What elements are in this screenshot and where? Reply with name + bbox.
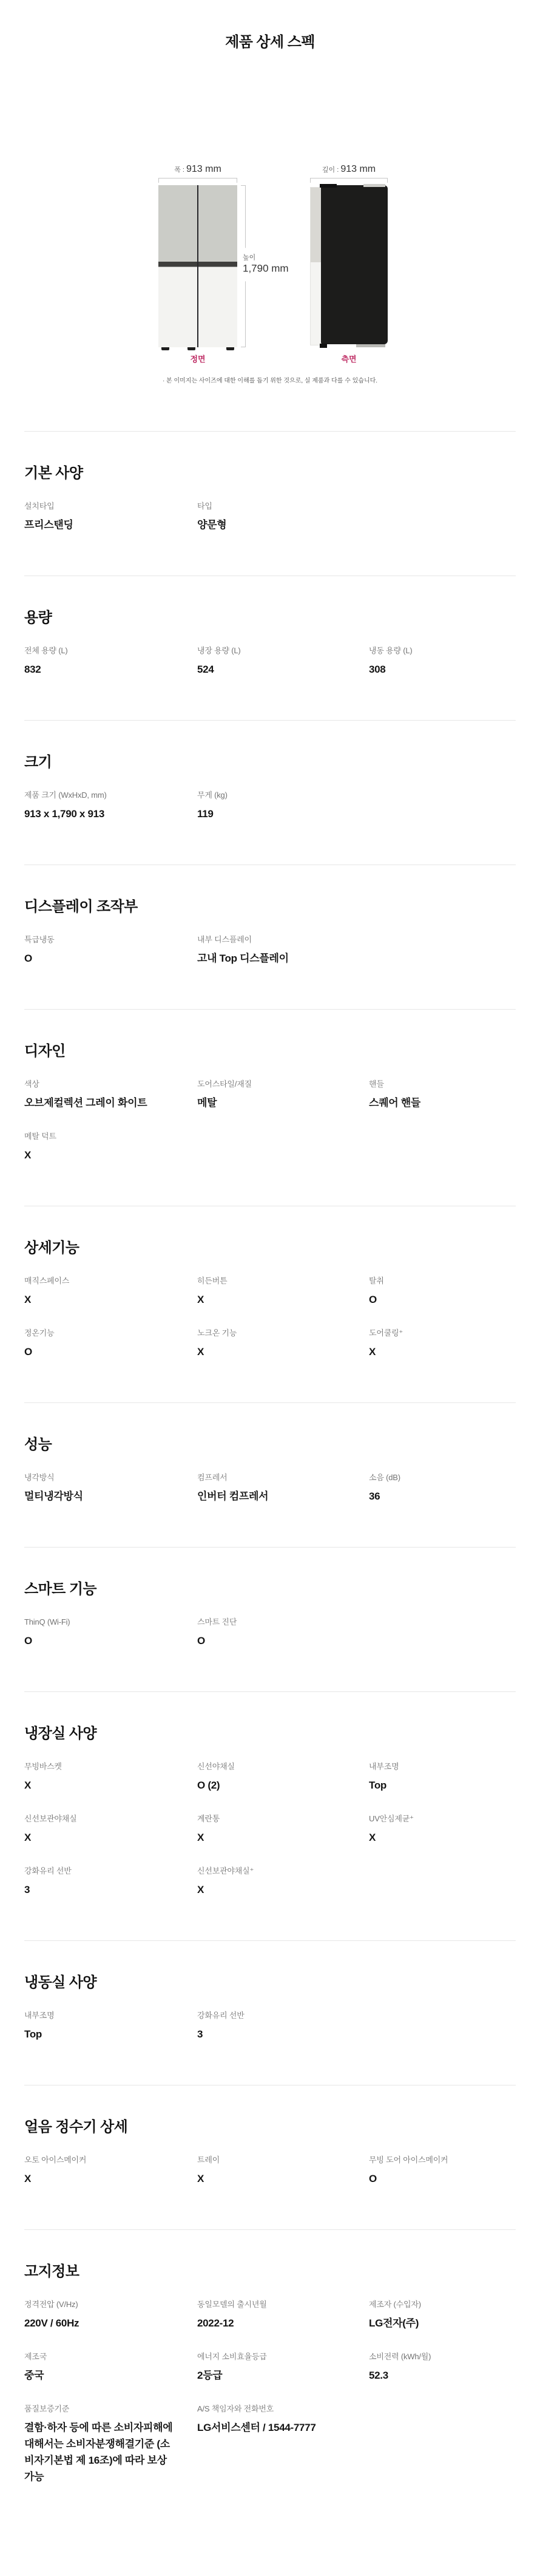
spec-item: [24, 1276, 197, 1308]
spec-value: LG서비스센터 / 1544-7777: [197, 2422, 316, 2433]
spec-value: X: [24, 1779, 32, 1791]
spec-label: 스마트 진단: [197, 1617, 237, 1626]
spec-value: 36: [369, 1490, 380, 1502]
spec-value: X: [24, 1832, 32, 1843]
spec-item: [197, 1762, 369, 1793]
spec-item: [24, 1762, 197, 1793]
width-dimension-label: [158, 163, 237, 176]
spec-item: [24, 2352, 197, 2384]
spec-item: [24, 935, 197, 967]
spec-item: [369, 646, 516, 678]
spec-value: O: [24, 953, 32, 964]
section-rows: [24, 2300, 516, 2485]
spec-item: [369, 1473, 516, 1504]
spec-item: [197, 1079, 369, 1111]
spec-value: 중국: [24, 2370, 44, 2381]
spec-section: [24, 1009, 516, 1206]
spec-row: [24, 2404, 516, 2485]
spec-label: ThinQ (Wi-Fi): [24, 1617, 70, 1626]
spec-row: [24, 1617, 516, 1649]
section-title: 냉동실 사양: [24, 1974, 96, 1991]
section-title: 성능: [24, 1436, 52, 1453]
spec-item: [197, 935, 369, 967]
spec-label: 계란통: [197, 1814, 220, 1823]
spec-value: 52.3: [369, 2370, 388, 2381]
side-image: [310, 185, 388, 347]
spec-item: [24, 1473, 197, 1504]
spec-item: [24, 790, 197, 822]
spec-value: 3: [197, 2028, 203, 2040]
spec-value: 결함·하자 등에 따른 소비자피해에 대해서는 소비자분쟁해결기준 (소비자기본법 제 16조)에 따라 보상 가능: [24, 2422, 173, 2483]
section-rows: [24, 1473, 516, 1504]
spec-row: [24, 1276, 516, 1308]
spec-item: [369, 1328, 516, 1360]
spec-value: 양문형: [197, 519, 227, 531]
side-caption: 측면: [341, 355, 357, 364]
section-rows: [24, 790, 516, 822]
section-title: 고지정보: [24, 2263, 79, 2280]
spec-label: 내부조명: [24, 2011, 55, 2020]
spec-row: [24, 646, 516, 678]
spec-item: [369, 2300, 516, 2331]
section-title: 용량: [24, 610, 52, 626]
spec-value: 멀티냉각방식: [24, 1490, 83, 1502]
spec-value: X: [197, 1294, 204, 1305]
spec-item: [197, 501, 369, 533]
spec-label: 무빙바스켓: [24, 1762, 62, 1771]
spec-label: A/S 책임자와 전화번호: [197, 2404, 274, 2413]
spec-value: X: [24, 2173, 32, 2184]
spec-label: 품질보증기준: [24, 2404, 70, 2413]
spec-value: 인버터 컴프레서: [197, 1490, 269, 1502]
figures: [0, 163, 540, 364]
spec-label: 강화유리 선반: [24, 1866, 72, 1875]
front-foot-center: [187, 347, 195, 350]
spec-item: [197, 2155, 369, 2187]
spec-item: [197, 1866, 369, 1898]
depth-dimension-line: [310, 178, 388, 183]
front-figure: [158, 163, 289, 364]
spec-label: 소음 (dB): [369, 1473, 400, 1482]
size-diagram: [0, 163, 540, 385]
spec-row: [24, 1762, 516, 1793]
width-dimension-line: [158, 178, 237, 183]
spec-row: [24, 2352, 516, 2384]
spec-value: X: [369, 1346, 376, 1358]
spec-row: [24, 2300, 516, 2331]
front-door-split-line: [197, 185, 198, 347]
front-foot-right: [226, 347, 234, 350]
spec-value: 프리스탠딩: [24, 519, 73, 531]
spec-label: 설치타입: [24, 501, 55, 511]
spec-value: 220V / 60Hz: [24, 2317, 79, 2329]
spec-value: X: [197, 1346, 204, 1358]
spec-section: [24, 1206, 516, 1402]
spec-label: 제품 크기 (WxHxD, mm): [24, 790, 107, 800]
spec-value: X: [197, 1832, 204, 1843]
spec-label: 트레이: [197, 2155, 220, 2164]
section-rows: [24, 1079, 516, 1163]
side-top-notch: [320, 184, 337, 188]
spec-item: [197, 2404, 369, 2485]
spec-label: 메탈 덕트: [24, 1132, 56, 1141]
spec-section: [24, 576, 516, 720]
section-rows: [24, 646, 516, 678]
spec-row: [24, 1473, 516, 1504]
spec-label: 정격전압 (V/Hz): [24, 2300, 78, 2309]
spec-value: 2등급: [197, 2370, 223, 2381]
spec-item: [369, 2352, 516, 2384]
spec-item: [24, 646, 197, 678]
spec-value: X: [197, 1884, 204, 1895]
side-wheel: [320, 344, 327, 348]
spec-item: [24, 2011, 197, 2042]
page-title: 제품 상세 스펙: [225, 34, 315, 50]
spec-section: [24, 1547, 516, 1691]
spec-label: 타입: [197, 501, 212, 511]
section-title: 크기: [24, 754, 52, 770]
spec-section: [24, 865, 516, 1009]
spec-item: [197, 790, 369, 822]
spec-value: Top: [24, 2028, 42, 2040]
spec-value: O: [24, 1346, 32, 1358]
spec-item: [24, 2300, 197, 2331]
side-hinge: [363, 184, 385, 187]
spec-value: 스퀘어 핸들: [369, 1097, 421, 1109]
section-title: 스마트 기능: [24, 1581, 96, 1597]
spec-label: 에너지 소비효율등급: [197, 2352, 267, 2361]
spec-item: [369, 1276, 516, 1308]
spec-label: 신선야채실: [197, 1762, 235, 1771]
size-disclaimer: · 본 이미지는 사이즈에 대한 이해를 돕기 위한 것으로, 실 제품과 다를 수 있습니다.: [162, 378, 378, 384]
spec-label: 신선보관야채실: [24, 1814, 77, 1823]
spec-value: O (2): [197, 1779, 220, 1791]
front-caption: 정면: [190, 355, 206, 364]
spec-label: 도어스타일/재질: [197, 1079, 252, 1089]
spec-item: [369, 2155, 516, 2187]
spec-sections: [0, 431, 540, 2576]
spec-row: [24, 1814, 516, 1846]
spec-section: [24, 2229, 516, 2576]
spec-item: [369, 1762, 516, 1793]
section-title: 냉장실 사양: [24, 1725, 96, 1742]
spec-item: [197, 646, 369, 678]
spec-item: [24, 1617, 197, 1649]
side-figure: [310, 163, 388, 364]
spec-row: [24, 501, 516, 533]
spec-label: 제조자 (수입자): [369, 2300, 421, 2309]
spec-item: [24, 1328, 197, 1360]
spec-value: X: [369, 1832, 376, 1843]
depth-dimension-prefix: 깊이 :: [322, 166, 341, 174]
spec-item: [24, 501, 197, 533]
height-dimension-value: 1,790 mm: [243, 262, 289, 274]
section-rows: [24, 2155, 516, 2187]
width-dimension-value: 913 mm: [186, 164, 221, 174]
spec-label: 노크온 기능: [197, 1328, 237, 1337]
spec-label: 매직스페이스: [24, 1276, 70, 1285]
spec-label: 무게 (kg): [197, 790, 228, 800]
side-base: [356, 344, 385, 347]
spec-label: 핸들: [369, 1079, 384, 1089]
spec-value: Top: [369, 1779, 386, 1791]
spec-label: 내부 디스플레이: [197, 935, 252, 944]
spec-section: [24, 1402, 516, 1547]
spec-label: 내부조명: [369, 1762, 399, 1771]
spec-label: 냉동 용량 (L): [369, 646, 413, 655]
spec-row: [24, 935, 516, 967]
spec-label: 색상: [24, 1079, 39, 1089]
spec-value: X: [24, 1149, 32, 1161]
spec-value: X: [24, 1294, 32, 1305]
spec-value: 308: [369, 664, 386, 675]
spec-value: 고내 Top 디스플레이: [197, 953, 289, 964]
spec-row: [24, 1132, 516, 1163]
height-dimension-label: [241, 248, 291, 282]
front-foot-left: [161, 347, 169, 350]
section-rows: [24, 1276, 516, 1360]
depth-dimension-value: 913 mm: [340, 164, 376, 174]
spec-section: [24, 1940, 516, 2085]
spec-row: [24, 2011, 516, 2042]
spec-label: UV안심제균⁺: [369, 1814, 414, 1823]
spec-label: 히든버튼: [197, 1276, 228, 1285]
section-title: 얼음 정수기 상세: [24, 2119, 128, 2135]
spec-item: [369, 1814, 516, 1846]
spec-label: 냉장 용량 (L): [197, 646, 241, 655]
spec-item: [197, 1328, 369, 1360]
spec-label: 컴프레서: [197, 1473, 228, 1482]
spec-section: [24, 1691, 516, 1940]
spec-value: 메탈: [197, 1097, 217, 1109]
spec-value: LG전자(주): [369, 2317, 419, 2329]
front-image: [158, 185, 289, 347]
spec-label: 정온기능: [24, 1328, 55, 1337]
spec-value: 오브제컬렉션 그레이 화이트: [24, 1097, 147, 1109]
section-rows: [24, 1617, 516, 1649]
spec-row: [24, 1866, 516, 1898]
section-title: 디자인: [24, 1043, 66, 1059]
spec-value: O: [24, 1635, 32, 1647]
spec-item: [369, 1079, 516, 1111]
spec-item: [197, 1473, 369, 1504]
spec-label: 오토 아이스메이커: [24, 2155, 87, 2164]
spec-label: 동일모델의 출시년월: [197, 2300, 267, 2309]
spec-value: 3: [24, 1884, 30, 1895]
spec-item: [197, 1276, 369, 1308]
spec-label: 신선보관야채실⁺: [197, 1866, 254, 1875]
spec-label: 도어쿨링⁺: [369, 1328, 403, 1337]
depth-dimension-label: [310, 163, 388, 176]
spec-item: [24, 1866, 197, 1898]
spec-row: [24, 1079, 516, 1111]
spec-label: 제조국: [24, 2352, 47, 2361]
spec-label: 전체 용량 (L): [24, 646, 68, 655]
spec-value: 832: [24, 664, 41, 675]
spec-label: 특급냉동: [24, 935, 55, 944]
spec-label: 무빙 도어 아이스메이커: [369, 2155, 448, 2164]
spec-item: [197, 2011, 369, 2042]
spec-label: 냉각방식: [24, 1473, 55, 1482]
spec-value: O: [197, 1635, 205, 1647]
spec-item: [24, 1132, 197, 1163]
height-dimension-prefix: 높이: [243, 253, 256, 261]
side-body: [321, 185, 388, 344]
spec-row: [24, 2155, 516, 2187]
spec-item: [24, 2404, 197, 2485]
spec-label: 탈취: [369, 1276, 384, 1285]
spec-value: X: [197, 2173, 204, 2184]
section-rows: [24, 2011, 516, 2042]
spec-value: O: [369, 1294, 377, 1305]
section-title: 디스플레이 조작부: [24, 899, 138, 915]
spec-item: [197, 2300, 369, 2331]
spec-item: [24, 1814, 197, 1846]
spec-item: [24, 1079, 197, 1111]
spec-item: [197, 1814, 369, 1846]
spec-section: [24, 2085, 516, 2229]
spec-row: [24, 790, 516, 822]
spec-value: 2022-12: [197, 2317, 234, 2329]
spec-section: [24, 720, 516, 865]
spec-row: [24, 1328, 516, 1360]
spec-value: 119: [197, 808, 214, 820]
section-title: 상세기능: [24, 1240, 79, 1256]
section-rows: [24, 935, 516, 967]
spec-value: 524: [197, 664, 214, 675]
spec-value: 913 x 1,790 x 913: [24, 808, 104, 820]
spec-value: O: [369, 2173, 377, 2184]
spec-item: [24, 2155, 197, 2187]
spec-item: [197, 1617, 369, 1649]
spec-section: [24, 431, 516, 576]
section-rows: [24, 1762, 516, 1898]
section-rows: [24, 501, 516, 533]
spec-label: 강화유리 선반: [197, 2011, 245, 2020]
width-dimension-prefix: 폭 :: [174, 166, 186, 174]
spec-item: [197, 2352, 369, 2384]
spec-label: 소비전력 (kWh/월): [369, 2352, 431, 2361]
section-title: 기본 사양: [24, 465, 83, 481]
